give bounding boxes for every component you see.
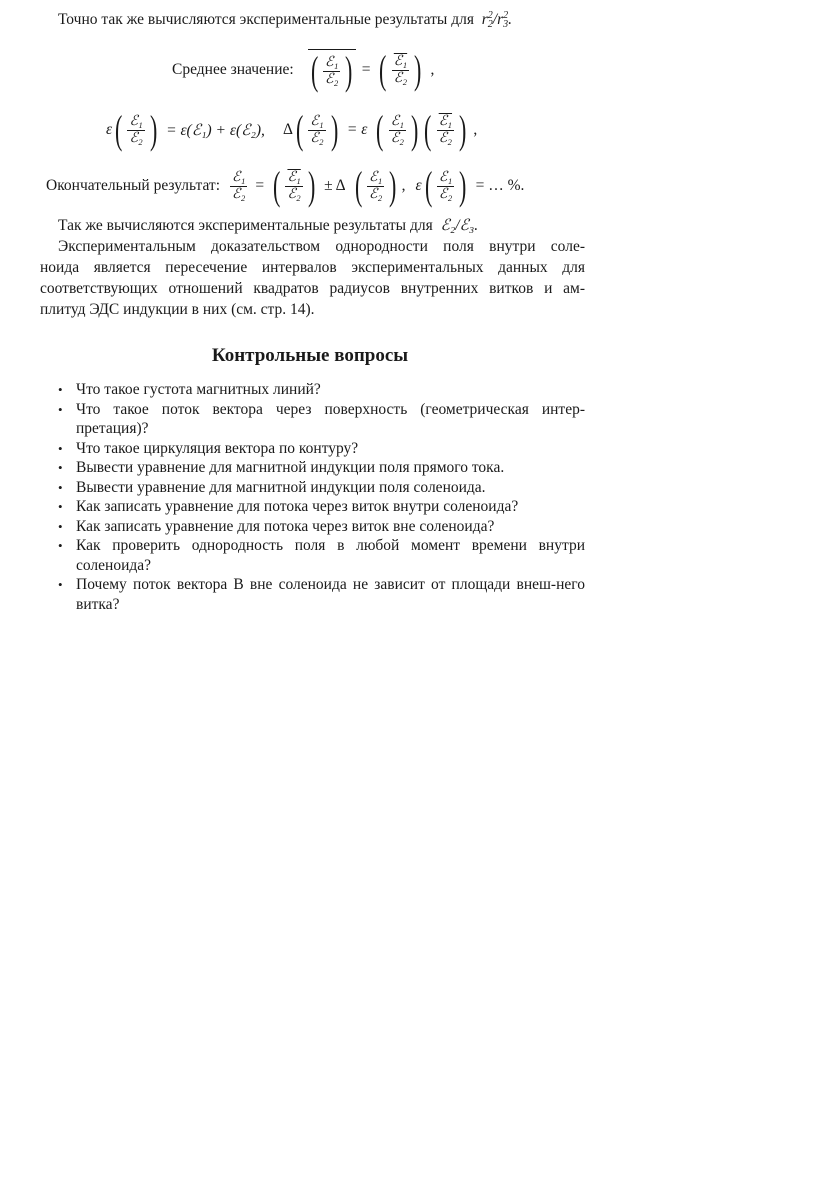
list-item: • Как проверить однородность поля в любой момент времени внутри соленоида? [58,537,585,574]
proof-line-4: плитуд ЭДС индукции в них (см. стр. 14). [40,301,315,318]
list-item: • Почему поток вектора B вне соленоида не зависит от площади внеш-него витка? [58,576,585,613]
list-item: • Как записать уравнение для потока через виток внутри соленоида? [58,498,519,515]
mean-label: Среднее значение: [172,61,294,78]
proof-line-1: Экспериментальным доказательством однородности поля внутри соле- [58,238,585,255]
list-item: • Вывести уравнение для магнитной индукции поля прямого тока. [58,459,505,476]
proof-line-2: ноида является пересечение интервалов экспериментальных данных для [40,259,585,276]
equation-final-result: Окончательный результат: $\frac{\text{ℰ₁}}{\text{ℰ₂}}$ = ( $\frac{\text{ℰ₁}}{\text{ℰ₂}}$ ) ± Δ ( $\frac{\text{ℰ₁}}{\text{ℰ₂}}$ ) , ε ( $\frac{\text{ℰ₁}}{\text{ℰ₂}}$ ) = … %. [46,163,525,208]
intro-text: Точно так же вычисляются экспериментальные результаты для [58,11,474,28]
mean-overbar: ( $\frac{\text{ℰ₁}}{\text{ℰ₂}}$ ) [308,49,356,91]
equation-errors: ε ( $\frac{\text{ℰ₁}}{\text{ℰ₂}}$ ) = ε(ℰ₁) + ε(ℰ₂), Δ ( $\frac{\text{ℰ₁}}{\text{ℰ₂}}$ ) = ε ( $\frac{\text{ℰ₁}}{\text{ℰ₂}}$ ) ( $\frac{\text{ℰ₁}}{\text{ℰ₂}}$ ) , [106,107,478,152]
questions-list [58,380,585,614]
equation-mean-value: Среднее значение: ( $\frac{\text{ℰ₁}}{\text{ℰ₂}}$ ) = ( $\frac{\text{ℰ₁}}{\text{ℰ₂}}$ ) , [172,47,435,93]
proof-line-3: соответствующих отношений квадратов радиусов внутренних витков и ам- [40,280,585,297]
paragraph-e-ratio: Так же вычисляются экспериментальные результаты для ℰ₂/ℰ₃. [58,217,479,234]
list-item: • Что такое циркуляция вектора по контуру? [58,439,359,457]
list-item: • Вывести уравнение для магнитной индукции поля соленоида. [58,478,486,496]
formula-r-ratio: r 2 2 /r 2 3 . [481,10,512,31]
section-title: Контрольные вопросы [211,345,409,366]
list-item: • Что такое густота магнитных линий? [58,381,321,398]
list-item: • Что такое поток вектора через поверхность (геометрическая интер-претация)? [58,400,585,437]
list-item: • Как записать уравнение для потока через виток вне соленоида? [58,517,495,535]
paragraph-intro [58,10,512,30]
